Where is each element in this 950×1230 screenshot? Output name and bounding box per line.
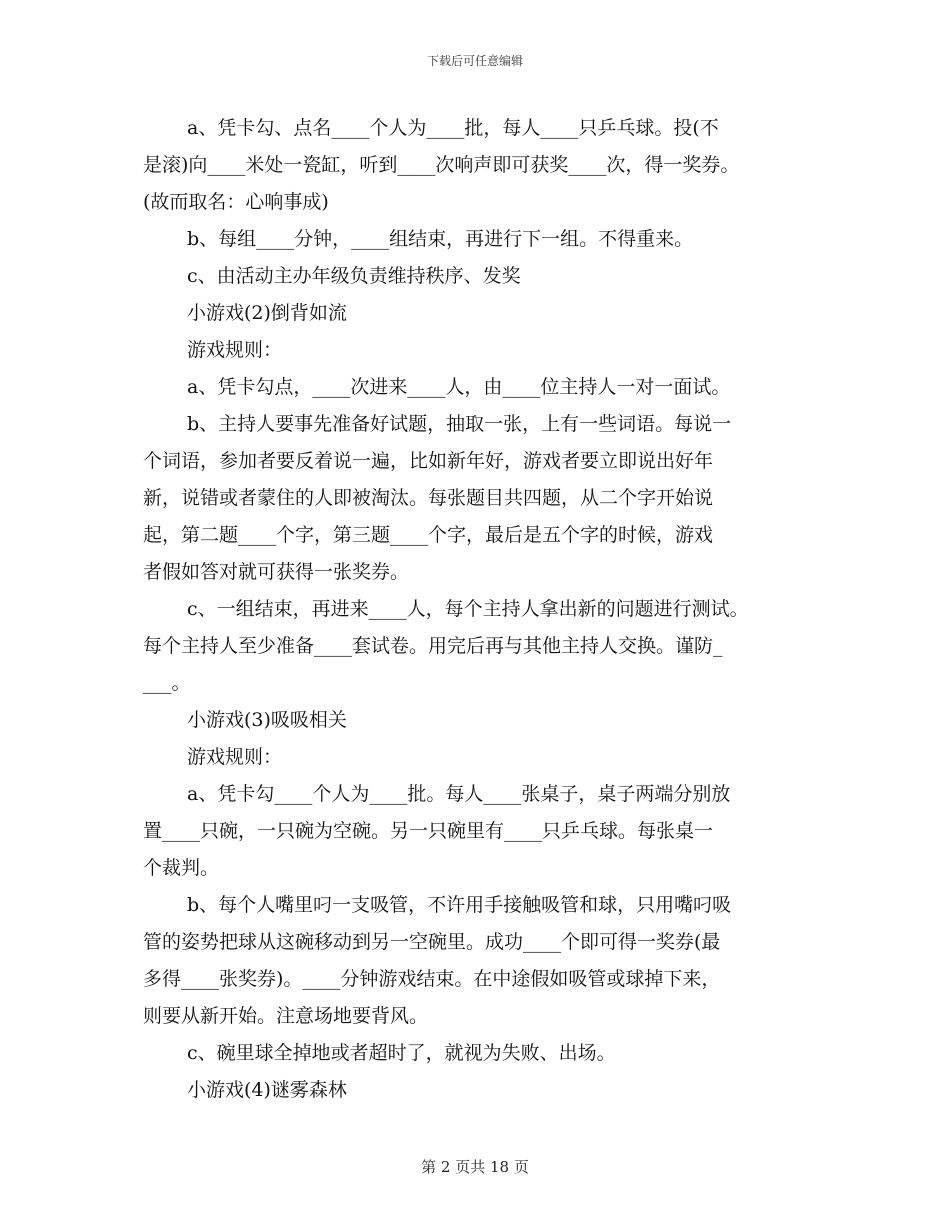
body-line: 起，第二题____个字，第三题____个字，最后是五个字的时候，游戏: [143, 524, 714, 546]
body-line: b、每组____分钟，____组结束，再进行下一组。不得重来。: [187, 228, 694, 250]
body-line: 个词语，参加者要反着说一遍，比如新年好，游戏者要立即说出好年: [143, 450, 714, 472]
section-heading: 小游戏(2)倒背如流: [187, 302, 347, 324]
body-line: 个裁判。: [143, 857, 220, 879]
body-line: 是滚)向____米处一瓷缸，听到____次响声即可获奖____次，得一奖券。: [143, 154, 740, 176]
page-header: 下载后可任意编辑: [426, 54, 523, 68]
body-line: a、凭卡勾、点名____个人为____批，每人____只乒乓球。投(不: [187, 117, 719, 139]
page-footer: 第 2 页共 18 页: [421, 1158, 529, 1176]
body-line: 多得____张奖券)。____分钟游戏结束。在中途假如吸管或球掉下来，: [143, 968, 721, 990]
body-line: c、一组结束，再进来____人，每个主持人拿出新的问题进行测试。: [187, 598, 749, 620]
section-heading: 小游戏(3)吸吸相关: [187, 709, 347, 731]
body-line: c、由活动主办年级负责维持秩序、发奖: [187, 265, 521, 287]
body-line: 新，说错或者蒙住的人即被淘汰。每张题目共四题，从二个字开始说: [143, 487, 714, 509]
rules-label: 游戏规则：: [187, 339, 283, 361]
body-line: 置____只碗，一只碗为空碗。另一只碗里有____只乒乓球。每张桌一: [143, 820, 714, 842]
body-line: 管的姿势把球从这碗移动到另一空碗里。成功____个即可得一奖券(最: [143, 931, 721, 953]
body-line: b、每个人嘴里叼一支吸管，不许用手接触吸管和球，只用嘴叼吸: [187, 894, 732, 916]
body-line: 则要从新开始。注意场地要背风。: [143, 1005, 429, 1027]
body-line: 者假如答对就可获得一张奖券。: [143, 561, 410, 583]
body-line: b、主持人要事先准备好试题，抽取一张，上有一些词语。每说一: [187, 413, 732, 435]
rules-label: 游戏规则：: [187, 746, 283, 768]
body-line: a、凭卡勾点，____次进来____人，由____位主持人一对一面试。: [187, 376, 731, 398]
body-line: a、凭卡勾____个人为____批。每人____张桌子，桌子两端分别放: [187, 783, 731, 805]
body-line: c、碗里球全掉地或者超时了，就视为失败、出场。: [187, 1042, 616, 1064]
section-heading: 小游戏(4)谜雾森林: [187, 1079, 347, 1101]
body-line: (故而取名：心响事成): [143, 191, 329, 213]
document-body: [143, 110, 813, 1109]
body-line: 每个主持人至少准备____套试卷。用完后再与其他主持人交换。谨防_: [143, 635, 723, 657]
body-line: ___。: [143, 672, 191, 694]
